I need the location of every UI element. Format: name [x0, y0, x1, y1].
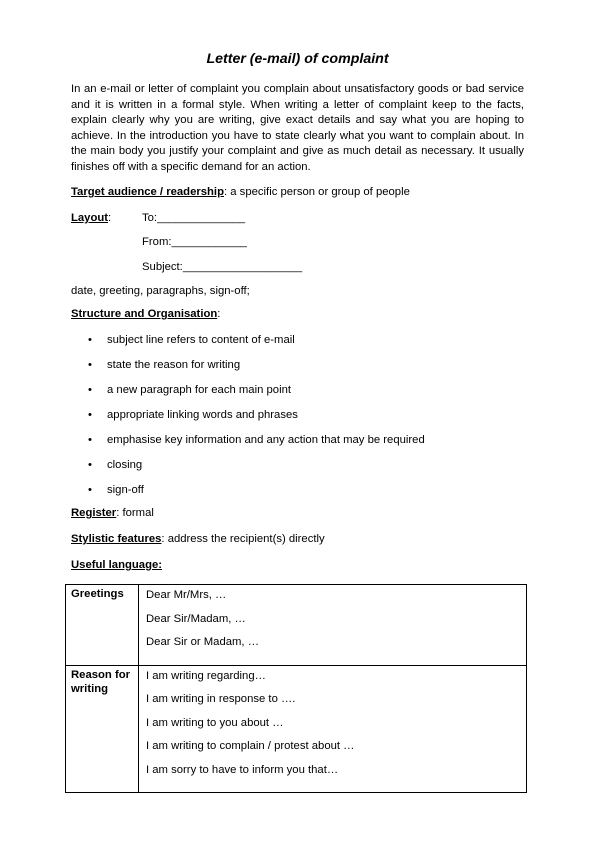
stylistic-text: : address the recipient(s) directly — [161, 533, 325, 545]
bullet-icon: • — [88, 359, 92, 371]
layout-subject-line — [142, 261, 302, 273]
bullet-icon: • — [88, 459, 92, 471]
register-text: : formal — [116, 507, 154, 519]
layout-label: Layout — [71, 212, 109, 224]
bullet-icon: • — [88, 409, 92, 421]
target-audience-line — [71, 186, 410, 198]
phrase: Dear Sir or Madam, … — [146, 636, 259, 648]
document-page: Letter (e-mail) of complaint In an e-mail or letter of complaint you complain about unsatisfactory goods or bad service and it is written in a formal style. When writing a letter of complaint keep to the facts, explain clearly why you are writing, give exact details and say what you are hoping to achieve. In the introduction you have to state clearly what you want to complain about. In the main body you justify your complaint and give as much detail as necessary. It usually finishes off with a specific demand for an action. Target audience / readership: a specific person or group of people Layout: To:______________ From:____________ Subject:___________________ date, greeting, paragraphs, sign-off; Structure and Organisation: • subject line refers to content of e-mail • state the reason for writing • a new paragraph for each main point • appropriate linking words and phrases • emphasise key information and any action that may be required • closing • sign-off Register: formal Stylistic features: address the recipient(s) directly Useful language: Greetings Dear Mr/Mrs, … Dear Sir/Madam, … Dear Sir or Madam, … Reason for writing I am writing regarding… I am writing in response to …. I am writing to you about … I am writing to complain / protest about … I am sorry to have to inform you that… — [0, 0, 595, 842]
phrase: Dear Mr/Mrs, … — [146, 589, 227, 601]
document-title: Letter (e-mail) of complaint — [206, 51, 389, 67]
structure-heading — [71, 308, 220, 320]
table-row-key: Greetings — [66, 585, 139, 666]
layout-heading — [71, 212, 111, 224]
layout-subject-blank: ___________________ — [182, 261, 303, 273]
phrase: Dear Sir/Madam, … — [146, 612, 246, 625]
table-row-phrases — [139, 665, 527, 793]
table-row — [66, 665, 527, 793]
structure-colon: : — [217, 308, 221, 320]
layout-subject-label: Subject: — [142, 261, 183, 273]
layout-to-blank: ______________ — [157, 212, 246, 224]
phrase: I am writing to complain / protest about … — [146, 740, 355, 752]
structure-label: Structure and Organisation — [71, 308, 218, 320]
bullet-icon: • — [88, 334, 92, 346]
register-line — [71, 507, 154, 519]
layout-from-line — [142, 236, 247, 248]
bullet-icon: • — [88, 434, 92, 446]
layout-from-label: From: — [142, 236, 172, 248]
target-audience-label: Target audience / readership — [71, 186, 224, 198]
layout-to-label: To: — [142, 212, 158, 224]
table-row — [66, 585, 527, 666]
table-row-key: Reason for writing — [66, 665, 139, 793]
phrase: I am writing to you about … — [146, 716, 284, 729]
useful-language-label: Useful language: — [71, 559, 163, 571]
layout-order-line: date, greeting, paragraphs, sign-off; — [71, 285, 250, 297]
phrase: I am writing regarding… — [146, 669, 266, 682]
useful-language-heading — [71, 559, 162, 571]
phrase: I am writing in response to …. — [146, 693, 296, 705]
bullet-icon: • — [88, 484, 92, 496]
stylistic-label: Stylistic features — [71, 533, 162, 545]
phrase: I am sorry to have to inform you that… — [146, 763, 339, 776]
target-audience-text: : a specific person or group of people — [223, 186, 410, 198]
register-label: Register — [71, 507, 117, 519]
stylistic-line — [71, 533, 325, 545]
table-row-phrases — [139, 585, 527, 666]
intro-paragraph: In an e-mail or letter of complaint you complain about unsatisfactory goods or bad service and it is written in a formal style. When writing a letter of complaint keep to the facts, explain clearly why you are writing, give exact details and say what you are hoping to achieve. In the introduction you have to state clearly what you want to complain about. In the main body you justify your complaint and give as much detail as necessary. It usually finishes off with a specific demand for an action. — [71, 83, 524, 173]
layout-from-blank: ____________ — [171, 236, 247, 248]
bullet-icon: • — [88, 384, 92, 396]
layout-colon: : — [108, 212, 112, 224]
useful-language-table — [65, 584, 527, 793]
layout-to-line — [142, 212, 245, 224]
